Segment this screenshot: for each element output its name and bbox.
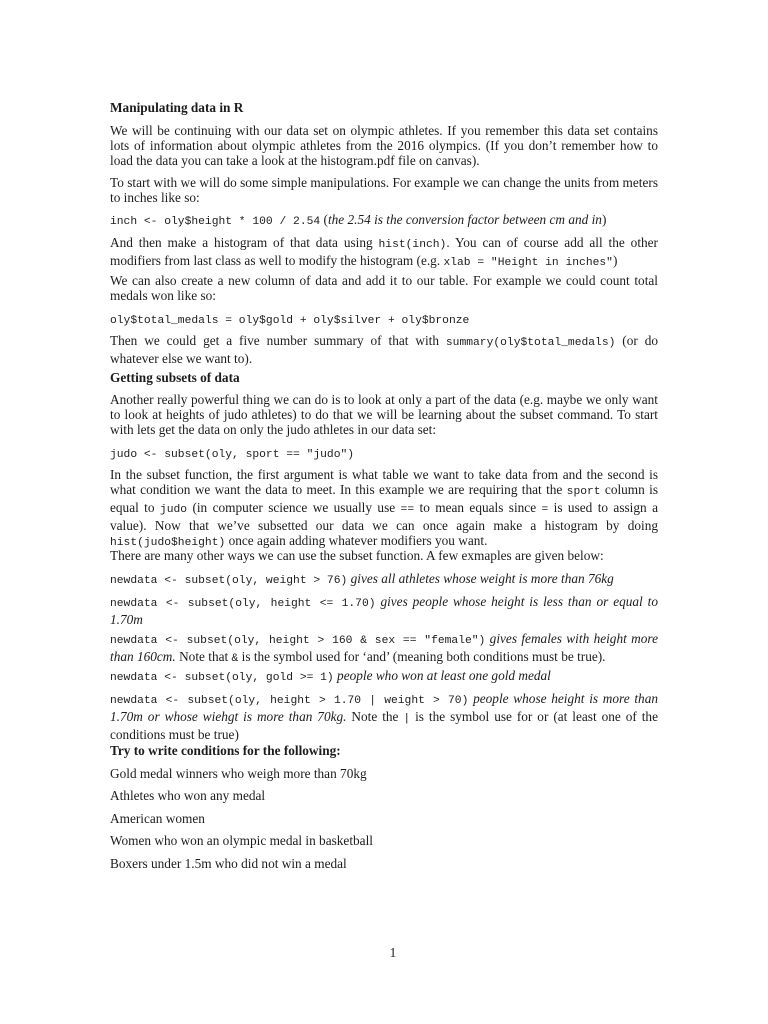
- explanation-text: In the subset function, the first argument is what table we want to take data from and the second is what condition we want the data to meet. In this example we are requiring that the: [110, 467, 658, 497]
- exercise-item: Gold medal winners who weigh more than 70kg: [110, 766, 367, 781]
- inch-comment-close: ): [601, 212, 607, 227]
- example-note-text: Note that: [175, 649, 232, 664]
- example-item: [110, 594, 658, 627]
- total-medals-code: oly$total_medals = oly$gold + oly$silver + oly$bronze: [110, 315, 470, 327]
- example-item: [110, 691, 658, 742]
- histogram-paragraph: [110, 235, 658, 271]
- explanation-text: column is equal to: [110, 482, 659, 515]
- judo-value-code: judo: [159, 504, 188, 516]
- example-comment: gives females with height more than 160cm.: [110, 631, 658, 664]
- hist-judo-code: hist(judo$height): [110, 537, 226, 549]
- equality-operator-code: ==: [400, 504, 415, 516]
- example-item: [110, 631, 658, 667]
- example-item: [110, 571, 658, 589]
- example-comment: people whose height is more than 1.70m or whose wiehgt is more than 70kg.: [110, 691, 659, 724]
- hist-inch-code: hist(inch): [378, 239, 447, 251]
- page-number: 1: [389, 945, 397, 960]
- example-code: newdata <- subset(oly, weight > 76): [110, 575, 348, 587]
- exercise-item: Boxers under 1.5m who did not win a medal: [110, 856, 347, 871]
- explanation-text: once again adding whatever modifiers you want.: [225, 533, 488, 548]
- summary-paragraph: [110, 333, 658, 366]
- section-heading-manipulating: Manipulating data in R: [110, 100, 244, 115]
- judo-code: judo <- subset(oly, sport == "judo"): [110, 449, 355, 461]
- section-heading-exercises: Try to write conditions for the following:: [110, 743, 341, 758]
- inch-comment: the 2.54 is the conversion factor between cm and in: [327, 212, 602, 227]
- histogram-text-middle: . You can of course add all the other modifiers from last class as well to modify the histogram (e.g.: [110, 235, 658, 268]
- summary-text-after: (or do whatever else we want to).: [110, 333, 659, 366]
- summary-text-before: Then we could get a five number summary of that with: [110, 333, 446, 348]
- section-heading-subsets: Getting subsets of data: [110, 370, 240, 385]
- example-comment: gives all athletes whose weight is more than 76kg: [350, 571, 614, 586]
- exercise-item: Women who won an olympic medal in basketball: [110, 833, 373, 848]
- examples-intro-paragraph: There are many other ways we can use the subset function. A few exmaples are given below:: [110, 548, 604, 563]
- inch-example: [110, 212, 658, 230]
- explanation-text: is used to assign a value). Now that we’ve subsetted our data we can once again make a histogram by doing: [110, 500, 658, 533]
- example-code: newdata <- subset(oly, height <= 1.70): [110, 598, 376, 610]
- inch-comment-open: (: [320, 212, 328, 227]
- total-medals-code-line: [110, 311, 658, 329]
- example-code: newdata <- subset(oly, height > 160 & sex == "female"): [110, 635, 486, 647]
- summary-code: summary(oly$total_medals): [445, 337, 616, 349]
- exercise-item: American women: [110, 811, 205, 826]
- example-item: [110, 668, 658, 686]
- inch-code: inch <- oly$height * 100 / 2.54: [110, 216, 321, 228]
- example-comment: people who won at least one gold medal: [337, 668, 551, 683]
- exercise-item: Athletes who won any medal: [110, 788, 266, 803]
- example-code: newdata <- subset(oly, gold >= 1): [110, 672, 334, 684]
- units-intro-paragraph: To start with we will do some simple manipulations. For example we can change the units from meters to inches like so:: [110, 175, 658, 205]
- subset-explanation-paragraph: [110, 467, 658, 551]
- explanation-text: (in computer science we usually use: [187, 500, 401, 515]
- new-column-paragraph: We can also create a new column of data and add it to our table. For example we could count total medals won like so:: [110, 273, 658, 303]
- or-operator-code: |: [403, 713, 411, 725]
- example-note-text: is the symbol use for or (at least one of the conditions must be true): [110, 709, 658, 742]
- example-code: newdata <- subset(oly, height > 1.70 | weight > 70): [110, 695, 469, 707]
- assignment-operator-code: =: [541, 504, 549, 516]
- subsets-intro-paragraph: Another really powerful thing we can do is to look at only a part of the data (e.g. maybe we only want to look at heights of judo athletes) to do that we will be learning about the subset command. To start with lets get the data on only the judo athletes in our data set:: [110, 392, 658, 437]
- example-note-text: Note the: [346, 709, 404, 724]
- example-note-text: is the symbol used for ‘and’ (meaning both conditions must be true).: [238, 649, 606, 664]
- explanation-text: to mean equals since: [414, 500, 542, 515]
- judo-code-line: [110, 445, 658, 463]
- sport-code: sport: [566, 486, 601, 498]
- example-comment: gives people whose height is less than or equal to 1.70m: [110, 594, 658, 627]
- xlab-code: xlab = "Height in inches": [443, 257, 613, 269]
- histogram-text-after: ): [612, 253, 618, 268]
- and-operator-code: &: [231, 653, 239, 665]
- histogram-text-before: And then make a histogram of that data using: [110, 235, 379, 250]
- intro-paragraph: We will be continuing with our data set on olympic athletes. If you remember this data set contains lots of information about olympic athletes from the 2016 olympics. (If you don’t remember how to load the data you can take a look at the histogram.pdf file on canvas).: [110, 123, 658, 168]
